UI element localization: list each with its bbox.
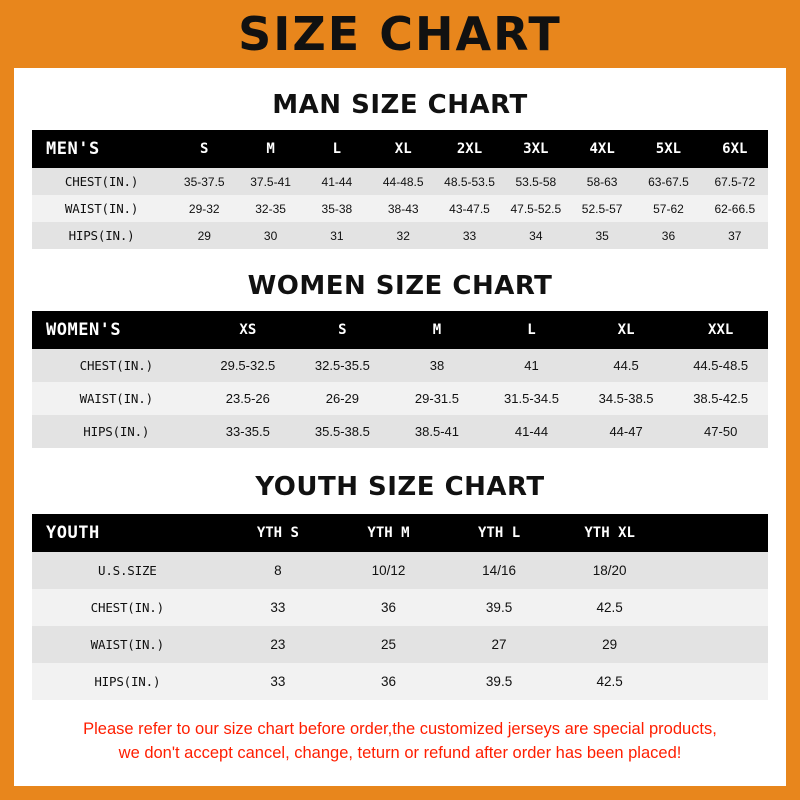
- youth-size-table: [32, 514, 768, 700]
- women-cell-1-3: 31.5-34.5: [484, 382, 579, 415]
- women-header-cell-1: XS: [201, 311, 296, 349]
- man-cell-0-8: 67.5-72: [702, 168, 768, 195]
- table-row: [32, 415, 768, 448]
- man-row-2-label: HIPS(IN.): [32, 222, 171, 249]
- youth-header-cell-spacer: [665, 514, 768, 552]
- women-cell-2-4: 44-47: [579, 415, 674, 448]
- youth-row-2-label: WAIST(IN.): [32, 626, 223, 663]
- man-header-cell-0: MEN'S: [32, 130, 171, 168]
- man-cell-2-5: 34: [503, 222, 569, 249]
- youth-cell-1-1: 36: [333, 589, 444, 626]
- man-cell-1-7: 57-62: [635, 195, 701, 222]
- page-title: SIZE CHART: [238, 7, 562, 61]
- women-cell-2-3: 41-44: [484, 415, 579, 448]
- youth-cell-2-3: 29: [554, 626, 665, 663]
- man-header-cell-8: 5XL: [635, 130, 701, 168]
- man-cell-0-4: 48.5-53.5: [436, 168, 502, 195]
- youth-cell-2-2: 27: [444, 626, 555, 663]
- man-cell-2-7: 36: [635, 222, 701, 249]
- women-header-cell-2: S: [295, 311, 390, 349]
- man-cell-2-6: 35: [569, 222, 635, 249]
- youth-cell-2-spacer: [665, 626, 768, 663]
- man-cell-0-1: 37.5-41: [237, 168, 303, 195]
- youth-cell-0-3: 18/20: [554, 552, 665, 589]
- man-header-cell-7: 4XL: [569, 130, 635, 168]
- man-header-cell-1: S: [171, 130, 237, 168]
- women-cell-1-0: 23.5-26: [201, 382, 296, 415]
- youth-header-cell-4: YTH XL: [554, 514, 665, 552]
- table-row: [32, 195, 768, 222]
- youth-header-cell-3: YTH L: [444, 514, 555, 552]
- women-row-0-label: CHEST(IN.): [32, 349, 201, 382]
- women-header-cell-5: XL: [579, 311, 674, 349]
- man-cell-2-4: 33: [436, 222, 502, 249]
- table-row: [32, 349, 768, 382]
- youth-cell-0-0: 8: [223, 552, 334, 589]
- page-header: [14, 0, 786, 68]
- youth-row-0-label: U.S.SIZE: [32, 552, 223, 589]
- table-row: [32, 222, 768, 249]
- man-header-cell-4: XL: [370, 130, 436, 168]
- women-header-cell-3: M: [390, 311, 485, 349]
- man-header-cell-6: 3XL: [503, 130, 569, 168]
- youth-cell-0-2: 14/16: [444, 552, 555, 589]
- man-header-cell-3: L: [304, 130, 370, 168]
- women-cell-1-4: 34.5-38.5: [579, 382, 674, 415]
- women-cell-0-4: 44.5: [579, 349, 674, 382]
- youth-cell-0-1: 10/12: [333, 552, 444, 589]
- man-header-cell-9: 6XL: [702, 130, 768, 168]
- man-cell-2-2: 31: [304, 222, 370, 249]
- man-cell-2-3: 32: [370, 222, 436, 249]
- women-cell-1-2: 29-31.5: [390, 382, 485, 415]
- order-notice: [32, 718, 768, 766]
- women-row-2-label: HIPS(IN.): [32, 415, 201, 448]
- women-cell-0-2: 38: [390, 349, 485, 382]
- man-cell-0-0: 35-37.5: [171, 168, 237, 195]
- youth-row-1-label: CHEST(IN.): [32, 589, 223, 626]
- youth-cell-2-0: 23: [223, 626, 334, 663]
- women-cell-2-5: 47-50: [673, 415, 768, 448]
- women-table-body: [32, 349, 768, 448]
- man-cell-1-1: 32-35: [237, 195, 303, 222]
- table-row: [32, 589, 768, 626]
- table-row: [32, 626, 768, 663]
- man-table-body: [32, 168, 768, 249]
- youth-cell-0-spacer: [665, 552, 768, 589]
- table-row: [32, 663, 768, 700]
- man-cell-0-6: 58-63: [569, 168, 635, 195]
- youth-section-title: YOUTH SIZE CHART: [255, 472, 545, 502]
- youth-cell-1-3: 42.5: [554, 589, 665, 626]
- women-cell-1-1: 26-29: [295, 382, 390, 415]
- women-header-cell-4: L: [484, 311, 579, 349]
- youth-cell-1-spacer: [665, 589, 768, 626]
- man-size-table: [32, 130, 768, 249]
- youth-cell-3-3: 42.5: [554, 663, 665, 700]
- order-notice-line-1: Please refer to our size chart before order,the customized jerseys are special products,: [83, 720, 717, 738]
- man-cell-1-0: 29-32: [171, 195, 237, 222]
- footer-accent-bar: [0, 786, 800, 800]
- women-header-cell-0: WOMEN'S: [32, 311, 201, 349]
- youth-cell-3-2: 39.5: [444, 663, 555, 700]
- man-cell-2-8: 37: [702, 222, 768, 249]
- youth-header-cell-0: YOUTH: [32, 514, 223, 552]
- table-header-row: [32, 311, 768, 349]
- order-notice-line-2: we don't accept cancel, change, teturn or refund after order has been placed!: [118, 743, 682, 762]
- youth-cell-1-0: 33: [223, 589, 334, 626]
- man-cell-1-8: 62-66.5: [702, 195, 768, 222]
- women-cell-2-1: 35.5-38.5: [295, 415, 390, 448]
- table-header-row: [32, 130, 768, 168]
- women-cell-1-5: 38.5-42.5: [673, 382, 768, 415]
- table-row: [32, 168, 768, 195]
- man-cell-2-0: 29: [171, 222, 237, 249]
- women-cell-0-3: 41: [484, 349, 579, 382]
- man-section-title: MAN SIZE CHART: [272, 90, 528, 120]
- man-cell-1-4: 43-47.5: [436, 195, 502, 222]
- youth-header-cell-1: YTH S: [223, 514, 334, 552]
- man-row-0-label: CHEST(IN.): [32, 168, 171, 195]
- man-row-1-label: WAIST(IN.): [32, 195, 171, 222]
- youth-table-body: [32, 552, 768, 700]
- youth-cell-1-2: 39.5: [444, 589, 555, 626]
- women-row-1-label: WAIST(IN.): [32, 382, 201, 415]
- women-cell-2-0: 33-35.5: [201, 415, 296, 448]
- man-cell-0-3: 44-48.5: [370, 168, 436, 195]
- man-cell-1-2: 35-38: [304, 195, 370, 222]
- man-header-cell-2: M: [237, 130, 303, 168]
- man-cell-2-1: 30: [237, 222, 303, 249]
- women-cell-0-5: 44.5-48.5: [673, 349, 768, 382]
- man-cell-0-7: 63-67.5: [635, 168, 701, 195]
- youth-cell-3-spacer: [665, 663, 768, 700]
- women-cell-0-0: 29.5-32.5: [201, 349, 296, 382]
- man-cell-1-5: 47.5-52.5: [503, 195, 569, 222]
- man-cell-1-6: 52.5-57: [569, 195, 635, 222]
- youth-row-3-label: HIPS(IN.): [32, 663, 223, 700]
- women-size-table: [32, 311, 768, 448]
- youth-header-cell-2: YTH M: [333, 514, 444, 552]
- content-area: [14, 90, 786, 766]
- table-row: [32, 382, 768, 415]
- youth-cell-3-1: 36: [333, 663, 444, 700]
- table-row: [32, 552, 768, 589]
- table-header-row: [32, 514, 768, 552]
- youth-cell-3-0: 33: [223, 663, 334, 700]
- man-cell-1-3: 38-43: [370, 195, 436, 222]
- youth-cell-2-1: 25: [333, 626, 444, 663]
- man-cell-0-5: 53.5-58: [503, 168, 569, 195]
- man-cell-0-2: 41-44: [304, 168, 370, 195]
- women-header-cell-6: XXL: [673, 311, 768, 349]
- women-section-title: WOMEN SIZE CHART: [247, 271, 553, 301]
- women-cell-0-1: 32.5-35.5: [295, 349, 390, 382]
- youth-table-header: [32, 514, 768, 552]
- man-table-header: [32, 130, 768, 168]
- man-header-cell-5: 2XL: [436, 130, 502, 168]
- women-table-header: [32, 311, 768, 349]
- women-cell-2-2: 38.5-41: [390, 415, 485, 448]
